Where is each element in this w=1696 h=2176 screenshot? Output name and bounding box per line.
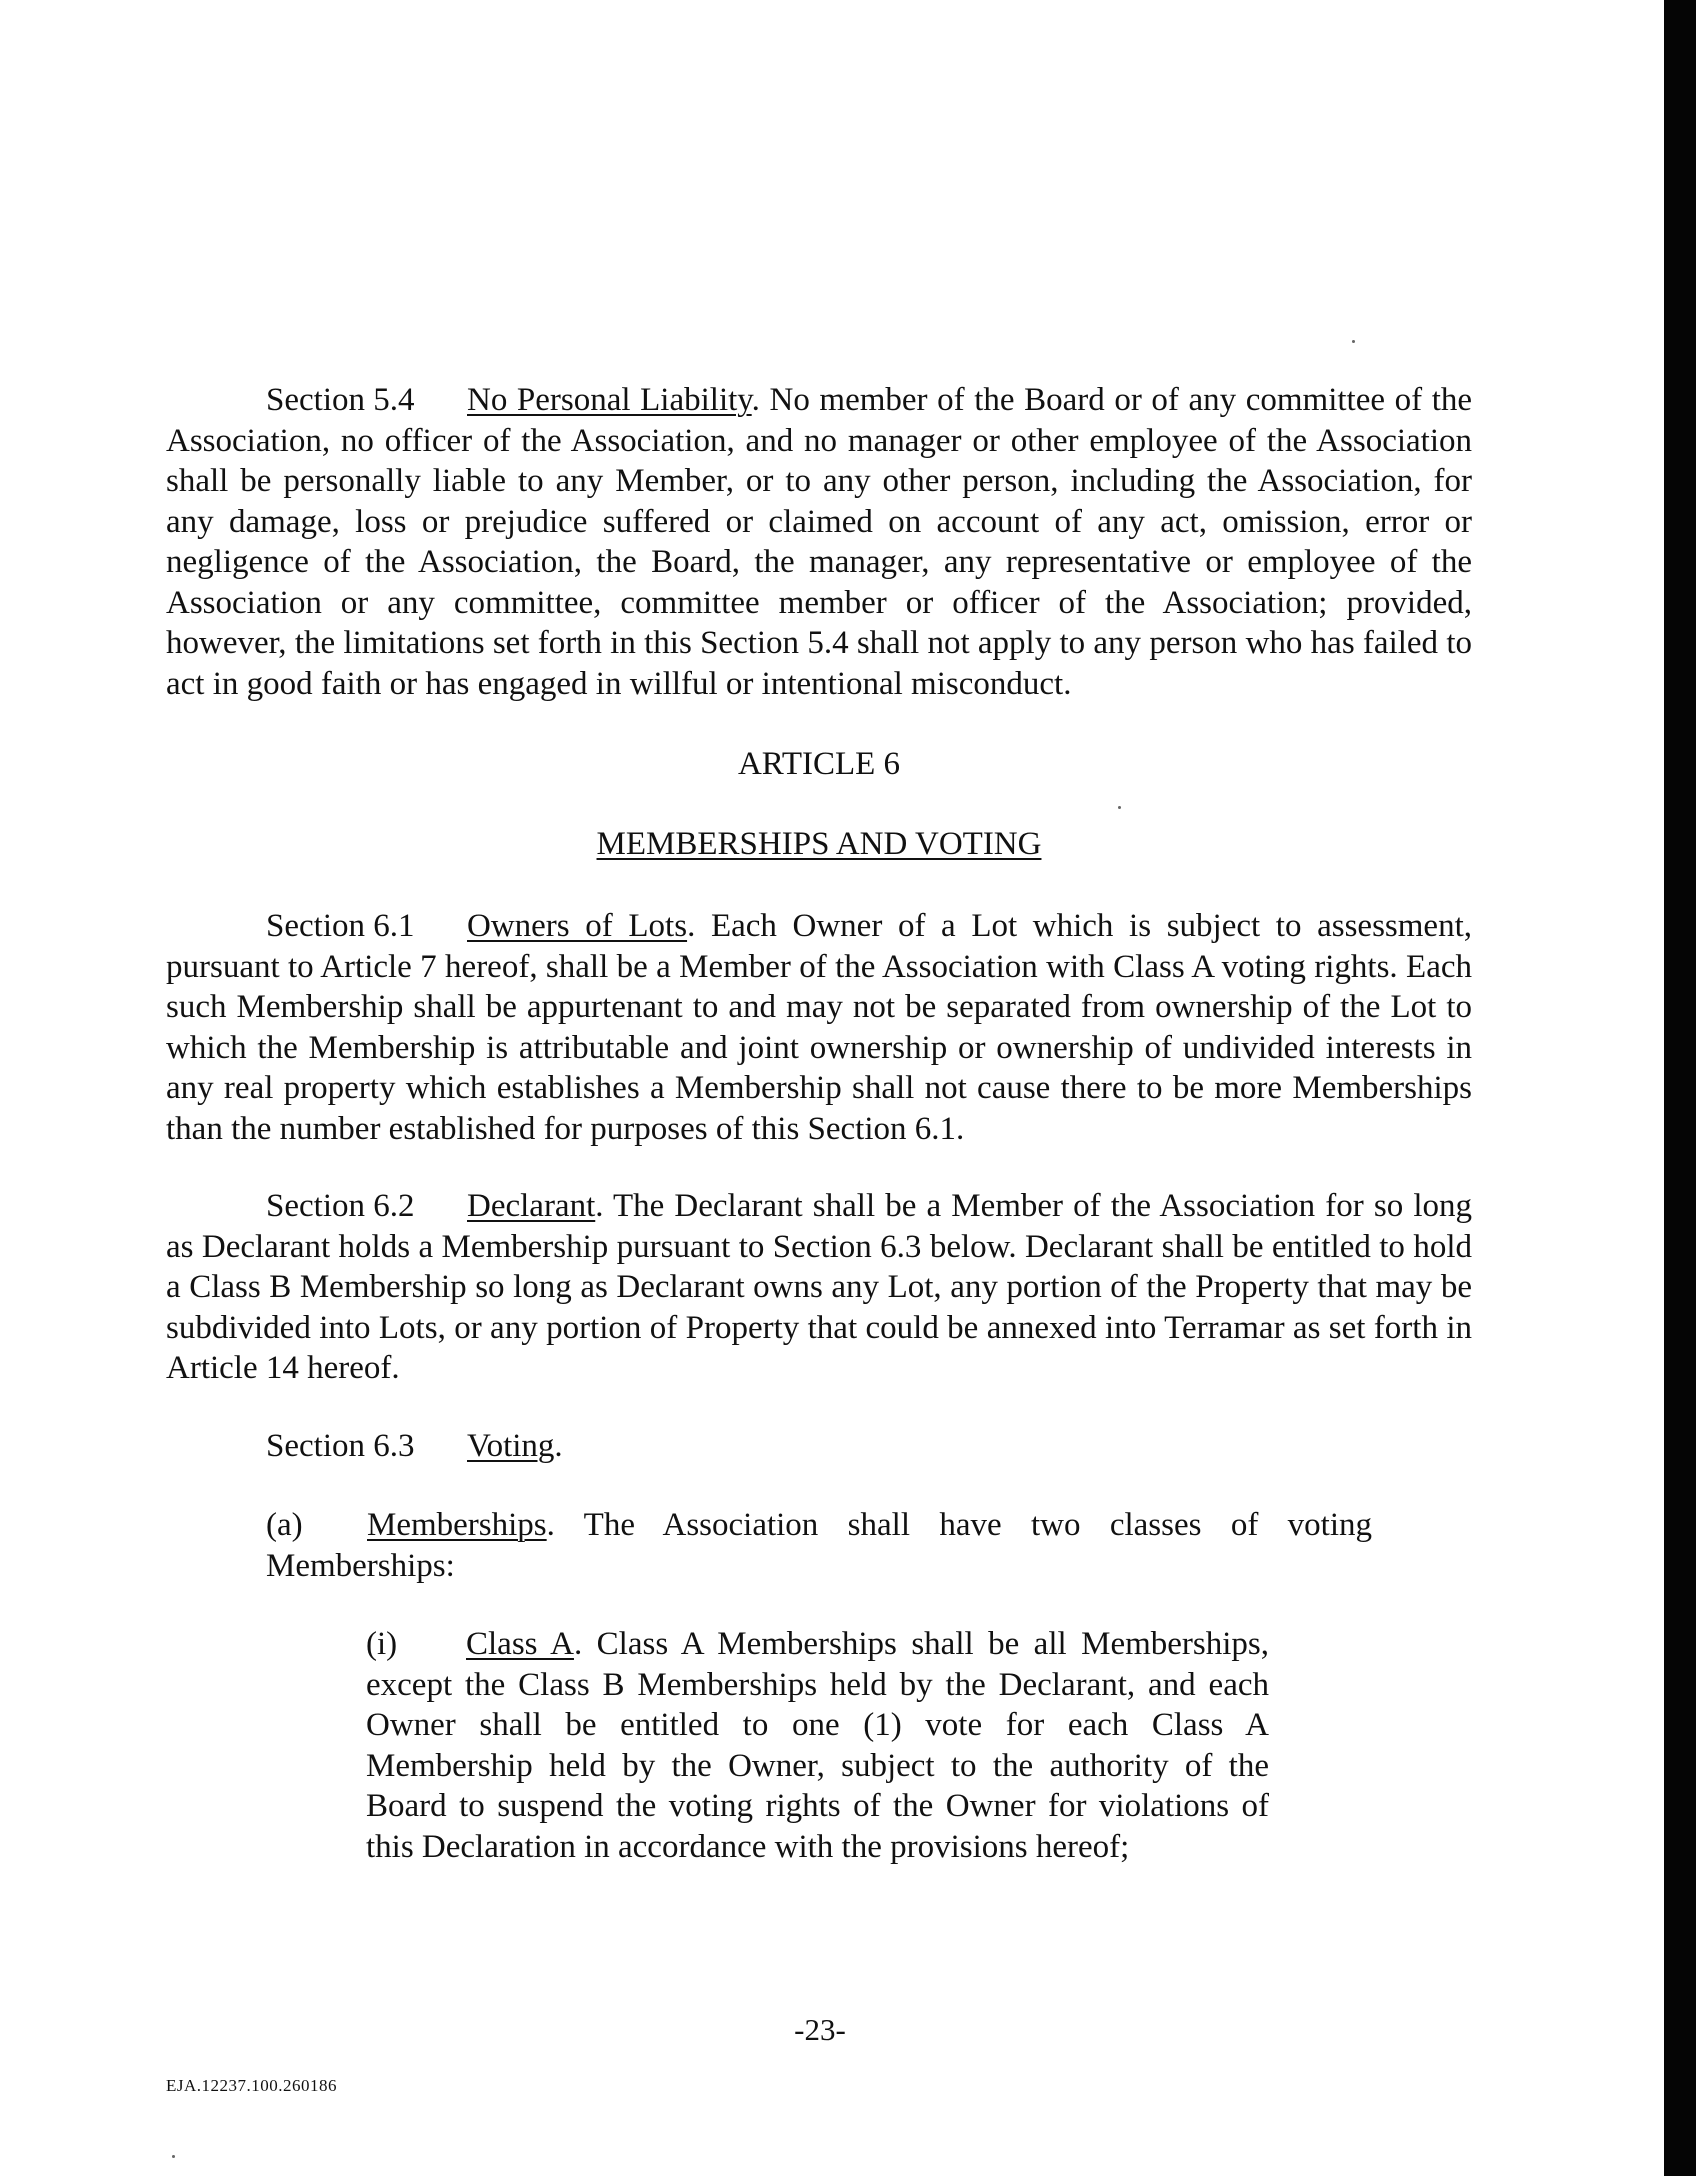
- section-6-1: [166, 906, 1472, 1149]
- article-title-text: MEMBERSHIPS AND VOTING: [596, 826, 1042, 862]
- article-heading: ARTICLE 6: [737, 746, 901, 782]
- article-title: [166, 824, 1472, 864]
- scan-speck: [1352, 340, 1355, 343]
- section-5-4: [166, 380, 1472, 704]
- section-number: Section 6.2: [266, 1188, 415, 1224]
- page-number: -23-: [794, 2012, 846, 2047]
- subsection-i: [366, 1624, 1269, 1867]
- subsection-body: . The Association shall have two classes of voting Memberships:: [266, 1507, 1372, 1584]
- section-body: . The Declarant shall be a Member of the Association for so long as Declarant holds a Membership pursuant to Section 6.3 below. Declarant shall be entitled to hold a Class B Membership so long as Declarant owns any Lot, any portion of the Property that may be subdivided into Lots, or any portion of Property that could be annexed into Terramar as set forth in Article 14 hereof.: [166, 1188, 1472, 1386]
- subsection-title: Class A: [466, 1626, 574, 1662]
- section-title: Declarant: [467, 1188, 596, 1224]
- section-title: Voting: [467, 1428, 555, 1464]
- scan-edge-border: [1664, 0, 1696, 2176]
- section-number: Section 5.4: [266, 382, 415, 418]
- section-title: No Personal Liability: [467, 382, 752, 418]
- scan-speck: [172, 2155, 175, 2158]
- section-body: . Each Owner of a Lot which is subject to assessment, pursuant to Article 7 hereof, shall be a Member of the Association with Class A voting rights. Each such Membership shall be appurtenant to and may not be separated from ownership of the Lot to which the Membership is attributable and joint ownership or ownership of undivided interests in any real property which establishes a Membership shall not cause there to be more Memberships than the number established for purposes of this Section 6.1.: [166, 908, 1472, 1147]
- section-title: Owners of Lots: [467, 908, 688, 944]
- section-6-3: [166, 1426, 1472, 1467]
- section-6-2: [166, 1186, 1472, 1389]
- subsection-label: (i): [366, 1626, 398, 1662]
- subsection-label: (a): [266, 1507, 303, 1543]
- document-reference: EJA.12237.100.260186: [166, 2076, 338, 2095]
- subsection-a: [266, 1505, 1372, 1586]
- subsection-body: . Class A Memberships shall be all Memberships, except the Class B Memberships held by the Declarant, and each Owner shall be entitled to one (1) vote for each Class A Membership held by the Owner, subject to the authority of the Board to suspend the voting rights of the Owner for violations of this Declaration in accordance with the provisions hereof;: [366, 1626, 1269, 1865]
- subsection-title: Memberships: [367, 1507, 547, 1543]
- section-number: Section 6.1: [266, 908, 415, 944]
- scan-speck: [1118, 806, 1121, 809]
- section-number: Section 6.3: [266, 1428, 415, 1464]
- section-body: .: [554, 1428, 563, 1464]
- section-body: . No member of the Board or of any committee of the Association, no officer of the Association, and no manager or other employee of the Association shall be personally liable to any Member, or to any other person, including the Association, for any damage, loss or prejudice suffered or claimed on account of any act, omission, error or negligence of the Association, the Board, the manager, any representative or employee of the Association or any committee, committee member or officer of the Association; provided, however, the limitations set forth in this Section 5.4 shall not apply to any person who has failed to act in good faith or has engaged in willful or intentional misconduct.: [166, 382, 1473, 702]
